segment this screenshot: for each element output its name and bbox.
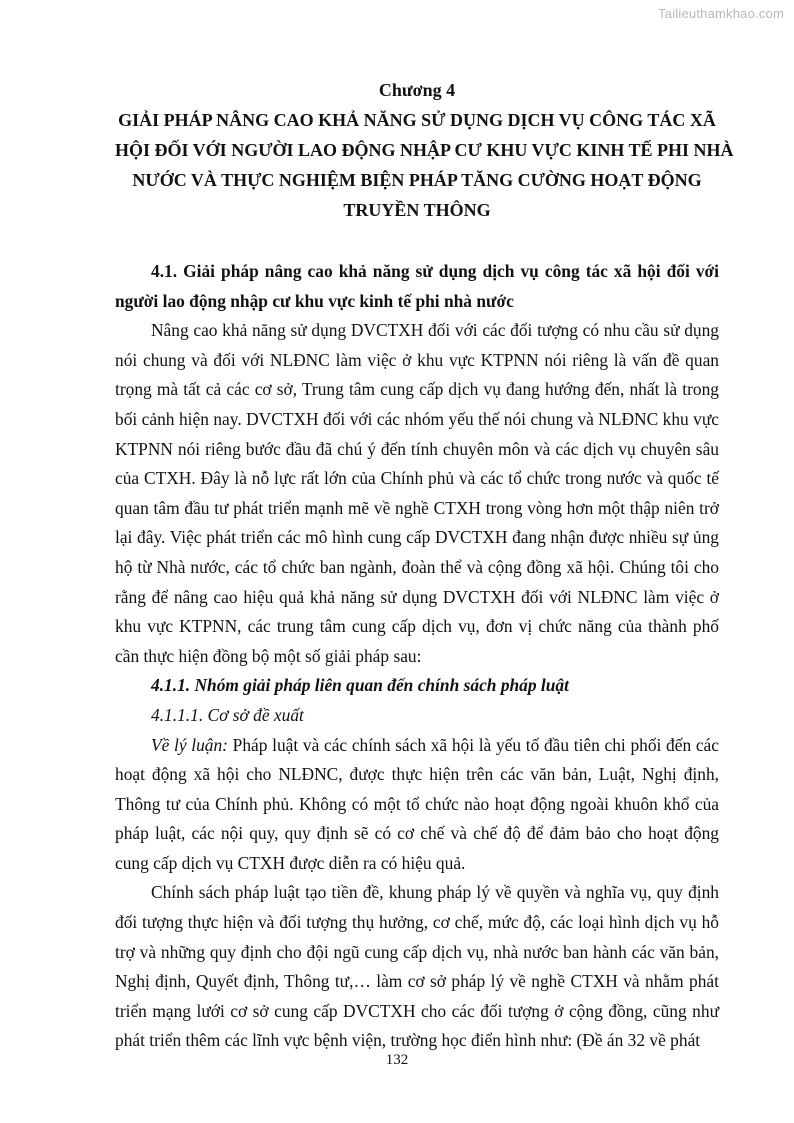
- theory-label: Về lý luận:: [151, 734, 228, 755]
- chapter-title-line: GIẢI PHÁP NÂNG CAO KHẢ NĂNG SỬ DỤNG DỊCH VỤ CÔNG TÁC XÃ: [118, 110, 716, 130]
- section-heading-4-1-1-1: 4.1.1.1. Cơ sở đề xuất: [151, 704, 304, 725]
- theory-text: Pháp luật và các chính sách xã hội là yếu tố đầu tiên chi phối đến các hoạt động xã hội cho NLĐNC, được thực hiện trên các văn bản, Luật, Nghị định, Thông tư của Chính phủ. Không có một tổ chức nào hoạt động ngoài khuôn khổ của pháp luật, các nội quy, quy định sẽ có cơ chế và chế độ để đảm bảo cho hoạt động cung cấp dịch vụ CTXH được diễn ra có hiệu quả.: [115, 734, 719, 873]
- body-paragraph: Nâng cao khả năng sử dụng DVCTXH đối với các đối tượng có nhu cầu sử dụng nói chung và đối với NLĐNC làm việc ở khu vực KTPNN nói riêng là vấn đề quan trọng mà tất cả các cơ sở, Trung tâm cung cấp dịch vụ đang hướng đến, nhất là trong bối cảnh hiện nay. DVCTXH đối với các nhóm yếu thế nói chung và NLĐNC khu vực KTPNN nói riêng bước đầu đã chú ý đến tính chuyên môn và các dịch vụ chuyên sâu của CTXH. Đây là nỗ lực rất lớn của Chính phủ và các tổ chức trong nước và quốc tế quan tâm đầu tư phát triển mạnh mẽ về nghề CTXH trong vòng hơn một thập niên trở lại đây. Việc phát triển các mô hình cung cấp DVCTXH đang nhận được nhiều sự ủng hộ từ Nhà nước, các tổ chức ban ngành, đoàn thể và cộng đồng xã hội. Chúng tôi cho rằng để nâng cao hiệu quả khả năng sử dụng DVCTXH đối với NLĐNC làm việc ở khu vực KTPNN, các trung tâm cung cấp dịch vụ, đơn vị chức năng của thành phố cần thực hiện đồng bộ một số giải pháp sau:: [115, 320, 719, 666]
- chapter-label: Chương 4: [378, 80, 456, 100]
- section-heading-4-1: 4.1. Giải pháp nâng cao khả năng sử dụng dịch vụ công tác xã hội đối với người lao động nhập cư khu vực kinh tế phi nhà nước: [115, 261, 719, 311]
- page-body: [115, 257, 719, 1056]
- section-heading-4-1-1: 4.1.1. Nhóm giải pháp liên quan đến chính sách pháp luật: [151, 675, 569, 696]
- watermark: Tailieuthamkhao.com: [658, 6, 784, 21]
- chapter-heading: [115, 75, 734, 225]
- chapter-title-line: TRUYỀN THÔNG: [343, 200, 491, 220]
- body-paragraph: [115, 731, 719, 879]
- chapter-title-line: NƯỚC VÀ THỰC NGHIỆM BIỆN PHÁP TĂNG CƯỜNG HOẠT ĐỘNG: [132, 170, 702, 190]
- body-paragraph: Chính sách pháp luật tạo tiền đề, khung pháp lý về quyền và nghĩa vụ, quy định đối tượng thực hiện và đối tượng thụ hưởng, cơ chế, mức độ, các loại hình dịch vụ hỗ trợ và những quy định cho đội ngũ cung cấp dịch vụ, nhà nước ban hành các văn bản, Nghị định, Quyết định, Thông tư,… làm cơ sở pháp lý về nghề CTXH và nhằm phát triển mạng lưới cơ sở cung cấp DVCTXH cho các đối tượng ở cộng đồng, cũng như phát triển thêm các lĩnh vực bệnh viện, trường học điển hình như: (Đề án 32 về phát: [115, 882, 719, 1051]
- chapter-title-line: HỘI ĐỐI VỚI NGƯỜI LAO ĐỘNG NHẬP CƯ KHU VỰC KINH TẾ PHI NHÀ: [115, 140, 734, 160]
- page-number: 132: [385, 1052, 409, 1068]
